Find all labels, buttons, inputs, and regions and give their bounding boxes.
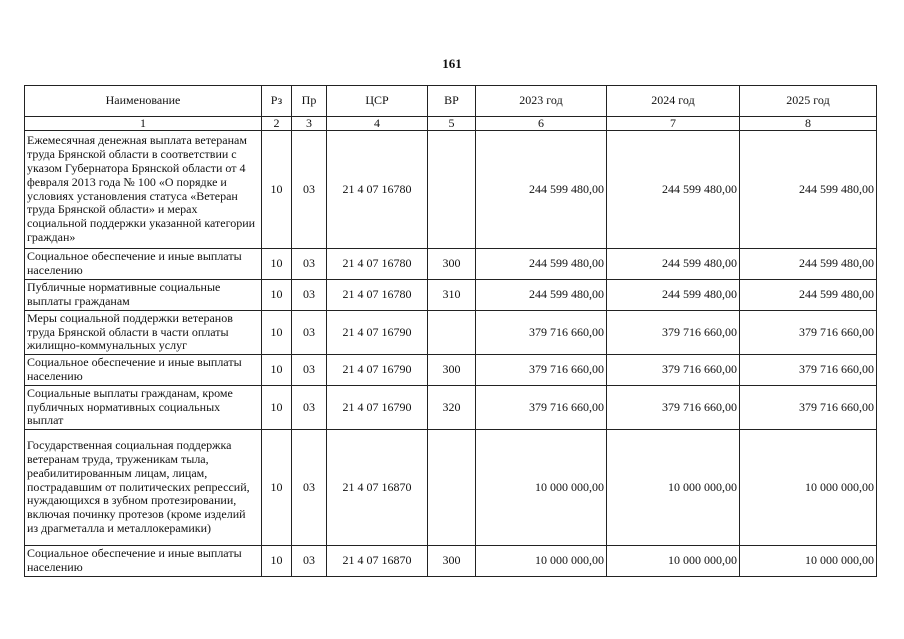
row-amount-2023: 244 599 480,00	[476, 249, 607, 280]
row-amount-2023: 379 716 660,00	[476, 355, 607, 386]
row-rz: 10	[262, 131, 292, 249]
row-vr: 300	[428, 249, 476, 280]
column-header-name: Наименование	[25, 86, 262, 117]
row-csr: 21 4 07 16790	[327, 355, 428, 386]
column-number: 2	[262, 117, 292, 131]
row-rz: 10	[262, 355, 292, 386]
row-amount-2025: 10 000 000,00	[740, 430, 877, 546]
column-header-2025: 2025 год	[740, 86, 877, 117]
row-name: Государственная социальная поддержка ветеранам труда, труженикам тыла, реабилитированным лицам, лицам, пострадавшим от политических репрессий, нуждающихся в зубном протезировании, включая починку протезов (кроме изделий из драгметалла и металлокерамики)	[25, 430, 262, 546]
column-number: 1	[25, 117, 262, 131]
row-amount-2024: 10 000 000,00	[607, 430, 740, 546]
row-amount-2024: 379 716 660,00	[607, 386, 740, 430]
row-rz: 10	[262, 386, 292, 430]
column-number: 4	[327, 117, 428, 131]
row-pr: 03	[292, 355, 327, 386]
row-pr: 03	[292, 131, 327, 249]
row-amount-2024: 244 599 480,00	[607, 280, 740, 311]
row-csr: 21 4 07 16870	[327, 430, 428, 546]
table-row	[25, 386, 877, 430]
row-rz: 10	[262, 249, 292, 280]
column-header-vr: ВР	[428, 86, 476, 117]
row-amount-2025: 244 599 480,00	[740, 131, 877, 249]
row-rz: 10	[262, 280, 292, 311]
row-amount-2023: 244 599 480,00	[476, 280, 607, 311]
row-amount-2023: 10 000 000,00	[476, 546, 607, 577]
row-csr: 21 4 07 16790	[327, 311, 428, 355]
page-number: 161	[442, 56, 462, 71]
column-number: 5	[428, 117, 476, 131]
row-amount-2025: 10 000 000,00	[740, 546, 877, 577]
row-pr: 03	[292, 311, 327, 355]
table-row	[25, 546, 877, 577]
row-amount-2024: 379 716 660,00	[607, 311, 740, 355]
row-name: Социальное обеспечение и иные выплаты населению	[25, 546, 262, 577]
table-row	[25, 131, 877, 249]
column-number: 6	[476, 117, 607, 131]
row-csr: 21 4 07 16780	[327, 280, 428, 311]
column-number-row	[25, 117, 877, 131]
row-name: Социальное обеспечение и иные выплаты населению	[25, 249, 262, 280]
row-vr	[428, 311, 476, 355]
row-name: Социальное обеспечение и иные выплаты населению	[25, 355, 262, 386]
table-row	[25, 280, 877, 311]
column-header-2023: 2023 год	[476, 86, 607, 117]
column-header-pr: Пр	[292, 86, 327, 117]
row-csr: 21 4 07 16780	[327, 249, 428, 280]
row-pr: 03	[292, 430, 327, 546]
row-csr: 21 4 07 16790	[327, 386, 428, 430]
row-vr: 320	[428, 386, 476, 430]
row-pr: 03	[292, 280, 327, 311]
row-name: Публичные нормативные социальные выплаты гражданам	[25, 280, 262, 311]
row-csr: 21 4 07 16870	[327, 546, 428, 577]
table-row	[25, 311, 877, 355]
row-amount-2024: 244 599 480,00	[607, 249, 740, 280]
row-amount-2023: 379 716 660,00	[476, 311, 607, 355]
row-name: Ежемесячная денежная выплата ветеранам труда Брянской области в соответствии с указом Губернатора Брянской области от 4 февраля 2013 года № 100 «О порядке и условиях установления статуса «Ветеран труда Брянской области» и мерах социальной поддержки указанной категории граждан»	[25, 131, 262, 249]
column-header-csr: ЦСР	[327, 86, 428, 117]
row-vr: 300	[428, 355, 476, 386]
table-row	[25, 430, 877, 546]
row-name: Меры социальной поддержки ветеранов труда Брянской области в части оплаты жилищно-коммунальных услуг	[25, 311, 262, 355]
table-row	[25, 355, 877, 386]
row-amount-2025: 379 716 660,00	[740, 386, 877, 430]
row-amount-2024: 244 599 480,00	[607, 131, 740, 249]
row-pr: 03	[292, 386, 327, 430]
column-header-rz: Рз	[262, 86, 292, 117]
row-vr	[428, 131, 476, 249]
row-amount-2023: 244 599 480,00	[476, 131, 607, 249]
row-amount-2023: 379 716 660,00	[476, 386, 607, 430]
row-name: Социальные выплаты гражданам, кроме публичных нормативных социальных выплат	[25, 386, 262, 430]
row-vr: 300	[428, 546, 476, 577]
table-row	[25, 249, 877, 280]
column-number: 7	[607, 117, 740, 131]
row-amount-2025: 244 599 480,00	[740, 280, 877, 311]
row-pr: 03	[292, 546, 327, 577]
budget-table	[24, 85, 877, 577]
row-vr	[428, 430, 476, 546]
row-amount-2025: 379 716 660,00	[740, 311, 877, 355]
row-amount-2024: 379 716 660,00	[607, 355, 740, 386]
row-vr: 310	[428, 280, 476, 311]
row-csr: 21 4 07 16780	[327, 131, 428, 249]
row-amount-2025: 244 599 480,00	[740, 249, 877, 280]
row-amount-2025: 379 716 660,00	[740, 355, 877, 386]
row-rz: 10	[262, 311, 292, 355]
row-amount-2023: 10 000 000,00	[476, 430, 607, 546]
row-pr: 03	[292, 249, 327, 280]
row-rz: 10	[262, 546, 292, 577]
row-amount-2024: 10 000 000,00	[607, 546, 740, 577]
column-header-2024: 2024 год	[607, 86, 740, 117]
column-number: 3	[292, 117, 327, 131]
row-rz: 10	[262, 430, 292, 546]
header-row	[25, 86, 877, 117]
column-number: 8	[740, 117, 877, 131]
